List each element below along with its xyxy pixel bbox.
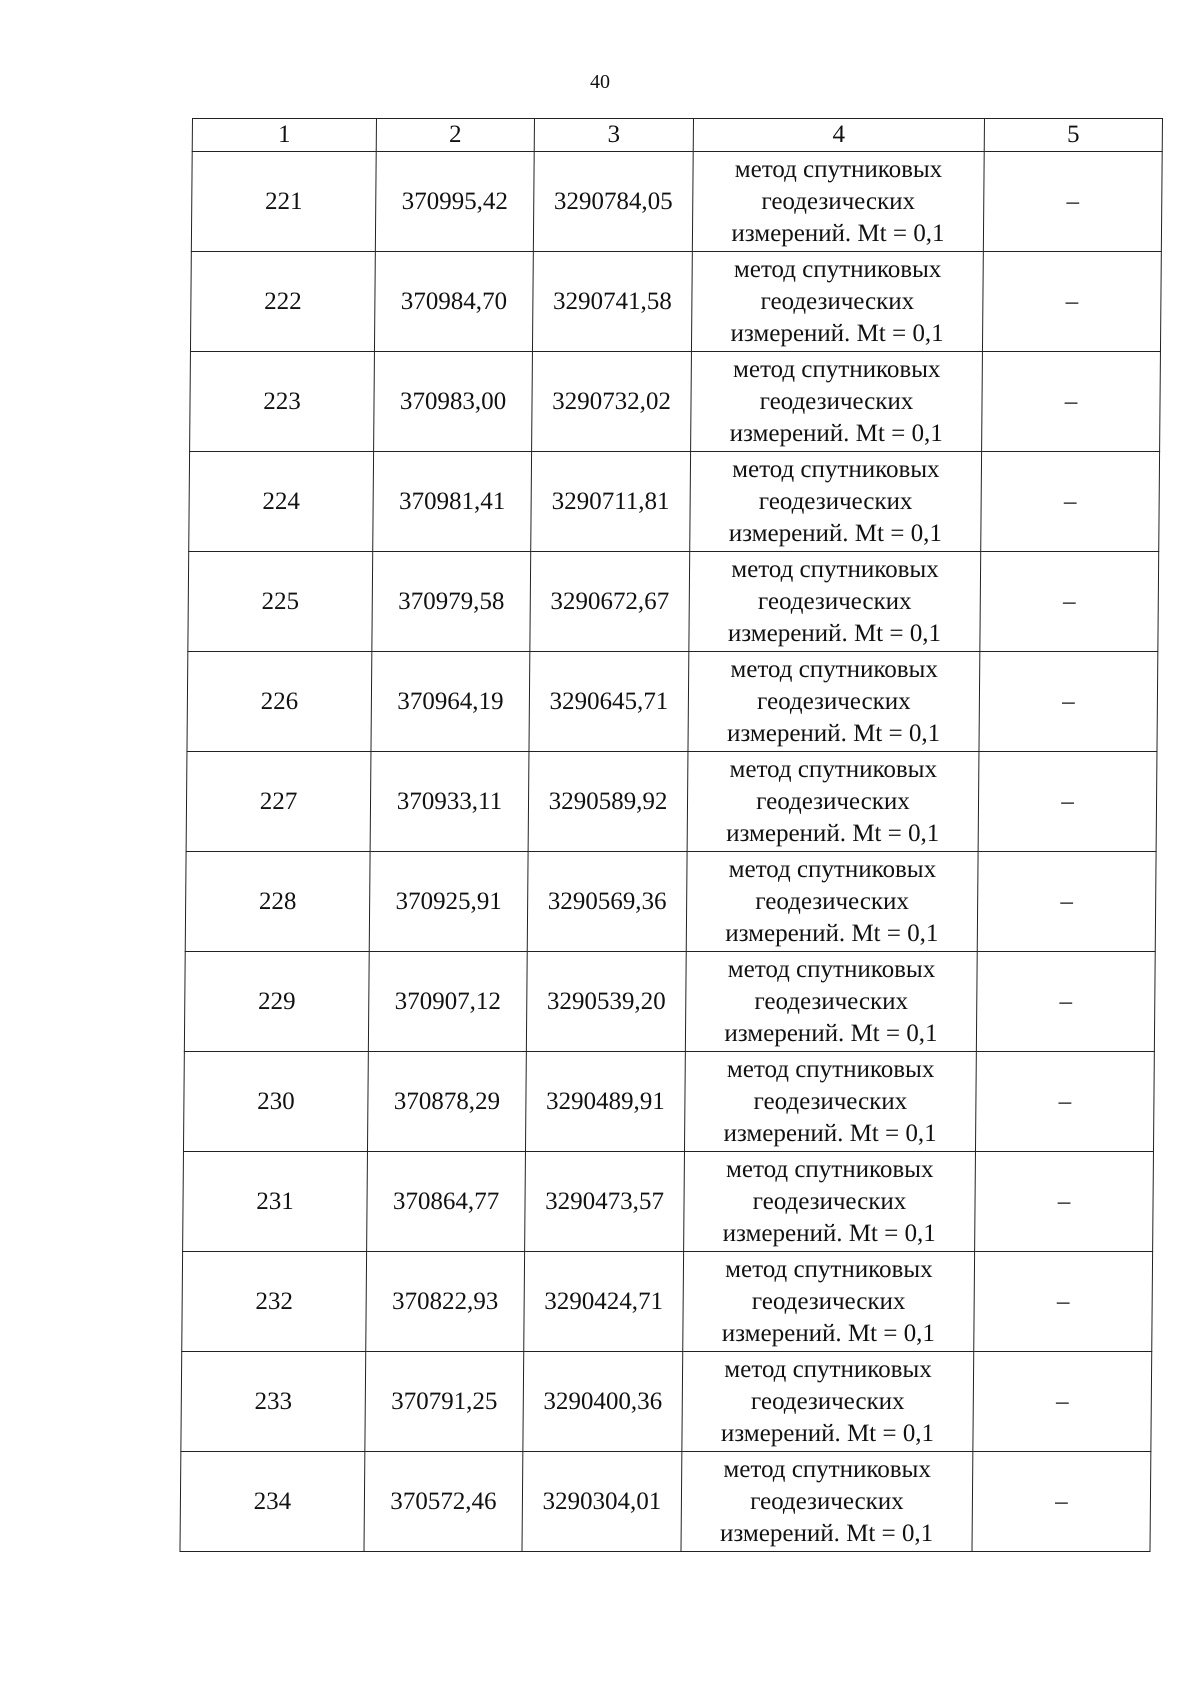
method-line: геодезических [758,487,913,515]
column-header-1: 1 [192,119,376,152]
point-number-cell: 231 [183,1152,368,1252]
method-line: метод спутниковых [734,155,943,183]
method-cell [682,1352,974,1452]
x-coordinate-cell: 370983,00 [374,352,533,452]
note-cell: – [975,1152,1154,1252]
method-line: геодезических [750,1387,905,1415]
point-number-cell: 233 [181,1352,366,1452]
y-coordinate-cell: 3290489,91 [525,1052,685,1152]
note-cell: – [976,952,1155,1052]
method-line: геодезических [755,887,910,915]
method-line: измерений. Mt = 0,1 [720,1419,935,1447]
method-line: метод спутниковых [732,355,941,383]
table-row [185,852,1156,952]
point-number-cell: 224 [189,452,374,552]
column-header-2: 2 [376,119,534,152]
method-cell [692,152,984,252]
method-line: метод спутниковых [727,955,936,983]
y-coordinate-cell: 3290424,71 [524,1252,684,1352]
table-row [190,252,1161,352]
method-line: геодезических [751,1287,906,1315]
method-cell [690,452,982,552]
note-cell: – [974,1252,1153,1352]
method-line: метод спутниковых [730,655,939,683]
method-line: геодезических [759,387,914,415]
method-line: геодезических [750,1487,904,1515]
method-line: метод спутниковых [732,455,940,483]
y-coordinate-cell: 3290741,58 [532,252,692,352]
method-cell [685,952,977,1052]
method-line: измерений. Mt = 0,1 [719,1519,934,1547]
point-number-cell: 229 [184,952,369,1052]
point-number-cell: 228 [185,852,370,952]
note-cell: – [983,152,1162,252]
method-line: геодезических [752,1187,907,1215]
method-line: измерений. Mt = 0,1 [725,919,939,947]
method-cell [687,752,979,852]
y-coordinate-cell: 3290473,57 [525,1152,685,1252]
table-row [184,952,1155,1052]
point-number-cell: 234 [180,1452,365,1552]
note-cell: – [980,552,1159,652]
x-coordinate-cell: 370925,91 [369,852,528,952]
method-line: измерений. Mt = 0,1 [722,1219,936,1247]
method-line: геодезических [757,587,912,615]
method-line: измерений. Mt = 0,1 [723,1119,937,1147]
table-row [191,152,1162,252]
method-line: измерений. Mt = 0,1 [729,419,943,447]
method-line: геодезических [756,687,911,715]
method-line: измерений. Mt = 0,1 [726,719,941,747]
method-cell [683,1252,975,1352]
x-coordinate-cell: 370878,29 [367,1052,526,1152]
table-body [180,152,1162,1552]
method-cell [691,252,983,352]
y-coordinate-cell: 3290539,20 [526,952,686,1052]
method-line: метод спутниковых [723,1455,932,1483]
y-coordinate-cell: 3290732,02 [532,352,692,452]
x-coordinate-cell: 370864,77 [367,1152,526,1252]
method-cell [681,1452,973,1552]
point-number-cell: 222 [190,252,375,352]
header-row [192,119,1162,152]
x-coordinate-cell: 370791,25 [365,1352,524,1452]
page-number: 40 [590,71,610,93]
method-line: геодезических [760,287,915,315]
method-cell [686,852,978,952]
note-cell: – [982,252,1161,352]
y-coordinate-cell: 3290784,05 [533,152,693,252]
method-line: измерений. Mt = 0,1 [731,219,945,247]
table-row [182,1252,1153,1352]
method-line: измерений. Mt = 0,1 [726,819,940,847]
y-coordinate-cell: 3290569,36 [527,852,687,952]
note-cell: – [972,1452,1151,1552]
note-cell: – [981,452,1160,552]
table-row [187,652,1158,752]
x-coordinate-cell: 370572,46 [364,1452,523,1552]
table-row [186,752,1157,852]
method-line: метод спутниковых [731,555,939,583]
note-cell: – [982,352,1161,452]
method-line: метод спутниковых [726,1055,935,1083]
method-line: метод спутниковых [726,1155,934,1183]
point-number-cell: 225 [188,552,373,652]
y-coordinate-cell: 3290672,67 [530,552,690,652]
method-line: измерений. Mt = 0,1 [727,619,942,647]
point-number-cell: 221 [191,152,376,252]
method-line: геодезических [761,187,916,215]
x-coordinate-cell: 370981,41 [373,452,532,552]
x-coordinate-cell: 370933,11 [370,752,529,852]
y-coordinate-cell: 3290400,36 [523,1352,683,1452]
x-coordinate-cell: 370984,70 [374,252,533,352]
method-cell [684,1152,976,1252]
x-coordinate-cell: 370995,42 [375,152,534,252]
note-cell: – [973,1352,1152,1452]
table-row [190,352,1161,452]
table-row [183,1052,1154,1152]
coordinates-table [179,118,1163,1552]
x-coordinate-cell: 370822,93 [366,1252,525,1352]
method-line: геодезических [754,987,909,1015]
method-line: геодезических [753,1087,908,1115]
y-coordinate-cell: 3290645,71 [529,652,689,752]
point-number-cell: 223 [190,352,375,452]
x-coordinate-cell: 370907,12 [368,952,527,1052]
method-line: измерений. Mt = 0,1 [721,1319,936,1347]
point-number-cell: 230 [183,1052,368,1152]
method-cell [688,652,980,752]
note-cell: – [977,852,1156,952]
table-row [181,1352,1152,1452]
table-row [188,552,1159,652]
method-cell [684,1052,976,1152]
method-line: измерений. Mt = 0,1 [724,1019,938,1047]
note-cell: – [979,652,1158,752]
x-coordinate-cell: 370979,58 [372,552,531,652]
point-number-cell: 232 [182,1252,367,1352]
table-row [183,1152,1154,1252]
method-line: метод спутниковых [728,855,937,883]
method-line: метод спутниковых [729,755,938,783]
column-header-5: 5 [984,119,1162,152]
method-cell [691,352,983,452]
table-row [189,452,1160,552]
method-cell [689,552,981,652]
note-cell: – [975,1052,1154,1152]
y-coordinate-cell: 3290589,92 [528,752,688,852]
method-line: метод спутниковых [725,1255,933,1283]
method-line: измерений. Mt = 0,1 [728,519,943,547]
method-line: метод спутниковых [724,1355,932,1383]
column-header-4: 4 [693,119,984,152]
table-row [180,1452,1151,1552]
x-coordinate-cell: 370964,19 [371,652,530,752]
method-line: метод спутниковых [733,255,942,283]
method-line: измерений. Mt = 0,1 [730,319,944,347]
y-coordinate-cell: 3290304,01 [522,1452,682,1552]
y-coordinate-cell: 3290711,81 [531,452,691,552]
point-number-cell: 227 [186,752,371,852]
point-number-cell: 226 [187,652,372,752]
method-line: геодезических [756,787,910,815]
note-cell: – [978,752,1157,852]
column-header-3: 3 [534,119,693,152]
table-header [192,119,1162,152]
